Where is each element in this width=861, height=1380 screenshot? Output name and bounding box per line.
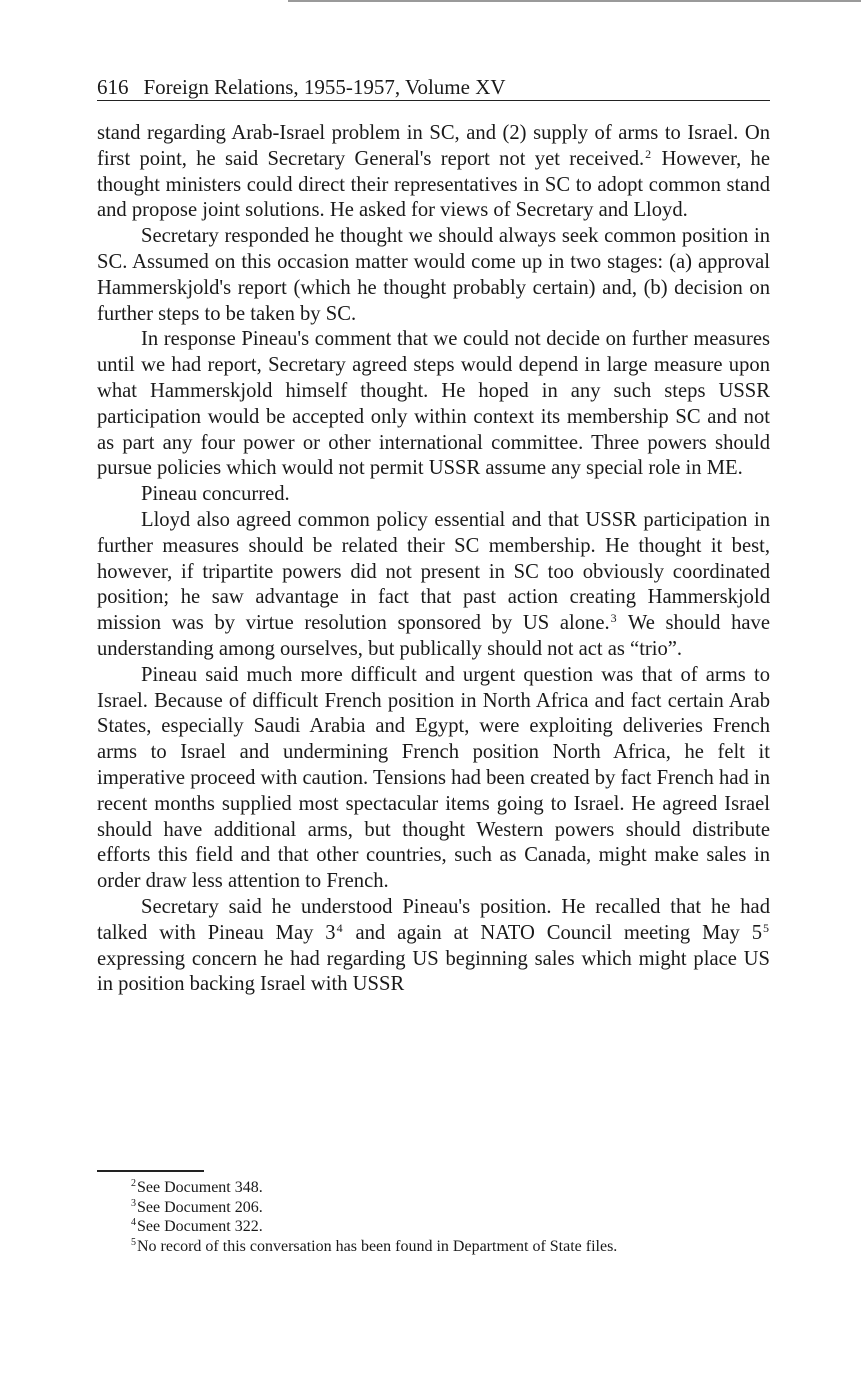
page-number: 616 <box>97 75 129 99</box>
footnote-ref-4: 4 <box>336 920 343 935</box>
paragraph-5: Lloyd also agreed common policy essential and that USSR participation in further measures should be related their SC membership. He thought it best, however, if tripartite powers did not present in SC too obviously coordinated position; he saw advantage in fact that past action creating Hammerskjold mission was by virtue resolution sponsored by US alone.$^3$ We should have understanding among ourselves, but publically should not act as “trio”. <box>97 508 770 660</box>
footnote-2: $^2$See Document 348. <box>131 1178 263 1196</box>
paragraph-7: Secretary said he understood Pineau's position. He recalled that he had talked with Pineau May $3^4$ and again at NATO Council meeting May $5^5$ expressing concern he had regarding US beginning sales which might place US in position backing Israel with USSR <box>97 895 770 996</box>
footnote-4: $^4$See Document 322. <box>131 1217 263 1235</box>
running-header <box>97 74 770 101</box>
scan-top-edge <box>288 0 861 2</box>
footnote-separator <box>97 1170 204 1172</box>
footnote-ref-2: 2 <box>645 146 652 161</box>
paragraph-2: Secretary responded he thought we should always seek common position in SC. Assumed on this occasion matter would come up in two stages: (a) approval Hammerskjold's report (which he thought probably certain) and, (b) decision on further steps to be taken by SC. <box>97 225 770 325</box>
footnote-5: $^5$No record of this conversation has been found in Department of State files. <box>131 1236 618 1255</box>
footnote-ref-5: 5 <box>763 920 769 935</box>
paragraph-4: Pineau concurred. <box>141 483 290 506</box>
paragraph-3: In response Pineau's comment that we could not decide on further measures until we had report, Secretary agreed steps would depend in large measure upon what Hammerskjold himself thought. He hoped in any such steps USSR participation would be accepted only within context its membership SC and not as part any four power or other international committee. Three powers should pursue policies which would not permit USSR assume any special role in ME. <box>97 328 770 480</box>
footnote-3: $^3$See Document 206. <box>131 1197 263 1216</box>
running-title: Foreign Relations, 1955-1957, Volume XV <box>143 75 506 99</box>
body-text <box>97 121 770 998</box>
footnote-ref-3: 3 <box>610 611 617 626</box>
paragraph-6: Pineau said much more difficult and urgent question was that of arms to Israel. Because of difficult French position in North Africa and fact certain Arab States, especially Saudi Arabia and Egypt, were exploiting deliveries French arms to Israel and undermining French position North Africa, he felt it imperative proceed with caution. Tensions had been created by fact French had in recent months supplied most spectacular items going to Israel. He agreed Israel should have additional arms, but thought Western powers should distribute efforts this field and that other countries, such as Canada, might make sales in order draw less attention to French. <box>97 663 770 893</box>
footnotes <box>131 1178 771 1256</box>
paragraph-1: stand regarding Arab-Israel problem in SC, and (2) supply of arms to Israel. On first point, he said Secretary General's report not yet received.$^2$ However, he thought ministers could direct their representatives in SC to adopt common stand and propose joint solutions. He asked for views of Secretary and Lloyd. <box>97 122 770 222</box>
